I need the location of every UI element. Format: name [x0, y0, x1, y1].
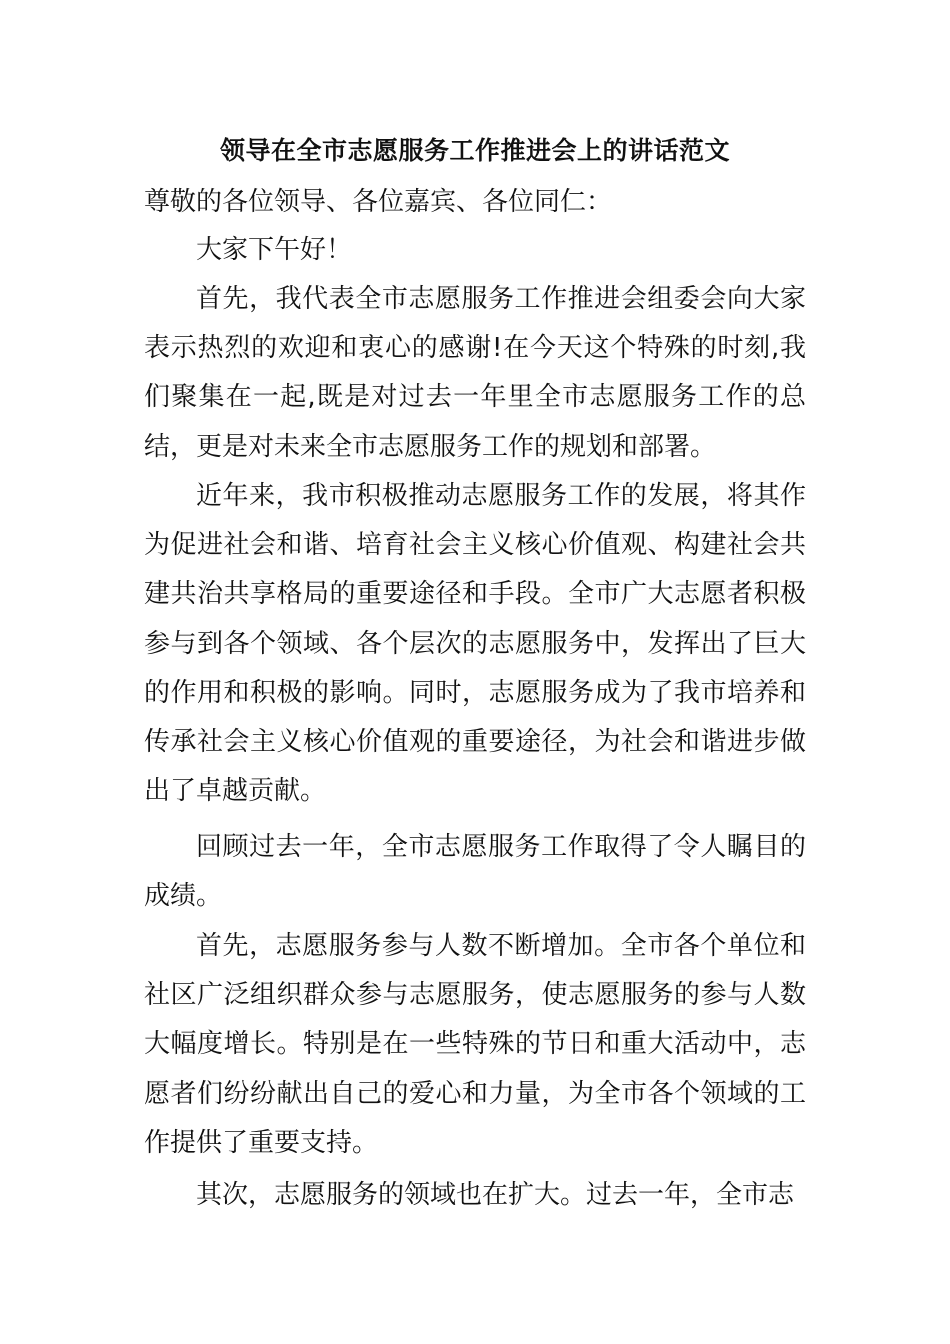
paragraph-welcome: 首先，我代表全市志愿服务工作推进会组委会向大家表示热烈的欢迎和衷心的感谢!在今天这个特殊的时刻,我们聚集在一起,既是对过去一年里全市志愿服务工作的总结，更是对未来全市志愿服务工作的规划和部署。	[144, 284, 806, 462]
paragraph-fields: 其次，志愿服务的领域也在扩大。过去一年，全市志	[196, 1180, 795, 1210]
paragraph-background: 近年来，我市积极推动志愿服务工作的发展，将其作为促进社会和谐、培育社会主义核心价值观、构建社会共建共治共享格局的重要途径和手段。全市广大志愿者积极参与到各个领域、各个层次的志愿服务中，发挥出了巨大的作用和积极的影响。同时，志愿服务成为了我市培养和传承社会主义核心价值观的重要途径，为社会和谐进步做出了卓越贡献。	[144, 481, 806, 807]
paragraph-greeting: 大家下午好！	[196, 235, 353, 265]
document-title: 领导在全市志愿服务工作推进会上的讲话范文	[219, 136, 730, 165]
paragraph-review: 回顾过去一年，全市志愿服务工作取得了令人瞩目的成绩。	[144, 832, 806, 912]
paragraph-participation: 首先，志愿服务参与人数不断增加。全市各个单位和社区广泛组织群众参与志愿服务，使志愿服务的参与人数大幅度增长。特别是在一些特殊的节日和重大活动中，志愿者们纷纷献出自己的爱心和力量，为全市各个领域的工作提供了重要支持。	[144, 931, 806, 1158]
salutation: 尊敬的各位领导、各位嘉宾、各位同仁：	[144, 187, 613, 217]
